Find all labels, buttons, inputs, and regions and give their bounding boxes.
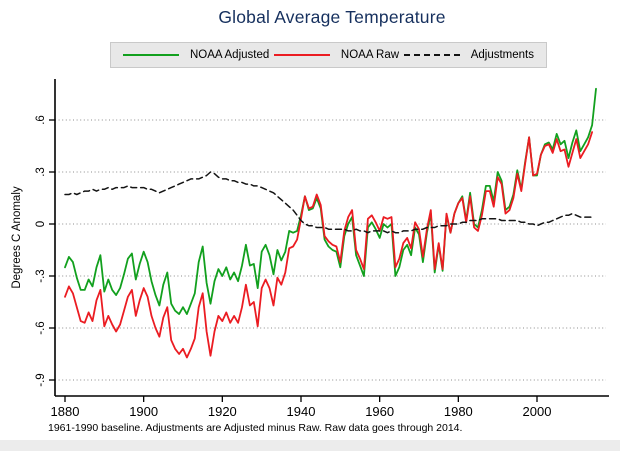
x-tick-label-1960: 1960 xyxy=(365,404,395,419)
x-tick-label-1980: 1980 xyxy=(443,404,473,419)
legend-label-noaa-adjusted: NOAA Adjusted xyxy=(190,49,270,61)
y-tick-label-.6: .6 xyxy=(35,115,48,125)
x-tick-label-1880: 1880 xyxy=(50,404,80,419)
y-tick-label--.9: -.9 xyxy=(35,373,48,387)
y-tick-label-0: 0 xyxy=(35,220,48,228)
chart-footnote: 1961-1990 baseline. Adjustments are Adjusted minus Raw. Raw data goes through 2014. xyxy=(48,422,463,434)
x-tick-label-2000: 2000 xyxy=(522,404,552,419)
y-tick-label-.3: .3 xyxy=(35,167,48,177)
x-tick-label-1940: 1940 xyxy=(286,404,316,419)
y-axis-title: Degrees C Anomaly xyxy=(11,186,23,289)
legend-label-noaa-raw: NOAA Raw xyxy=(340,49,400,61)
x-tick-label-1900: 1900 xyxy=(129,404,159,419)
page-background-strip xyxy=(0,440,620,451)
y-tick-label--.6: -.6 xyxy=(35,321,48,335)
x-tick-label-1920: 1920 xyxy=(207,404,237,419)
y-tick-label--.3: -.3 xyxy=(35,269,48,283)
chart-title: Global Average Temperature xyxy=(218,7,446,27)
noaa-adjusted-line xyxy=(65,89,596,314)
legend-label-adjustments: Adjustments xyxy=(470,49,534,61)
